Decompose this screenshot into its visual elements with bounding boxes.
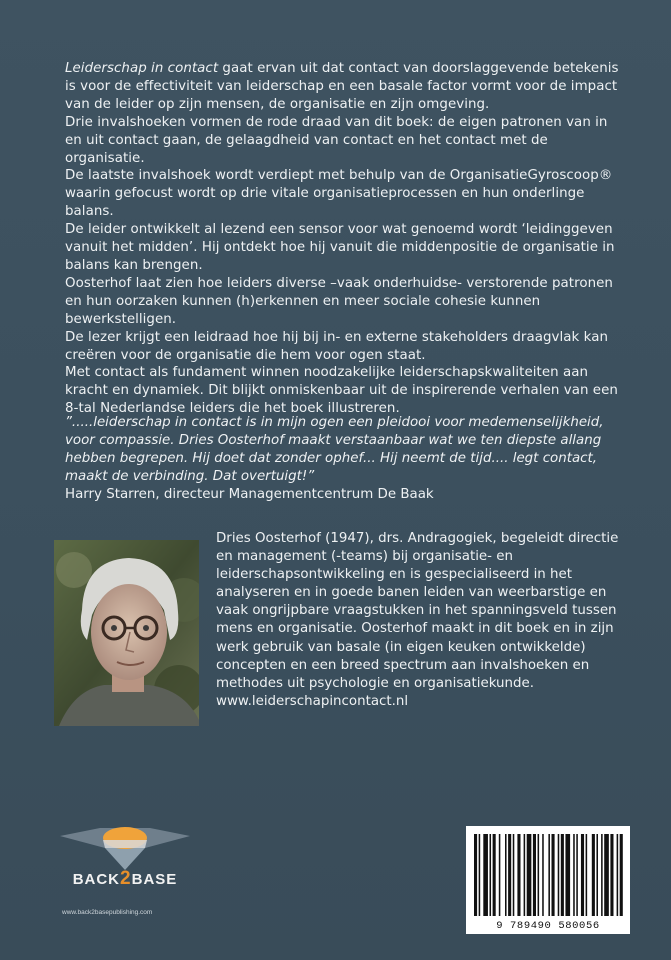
barcode-bar xyxy=(538,834,540,916)
barcode-bar xyxy=(604,834,609,916)
author-bio xyxy=(216,530,636,711)
barcode-bar xyxy=(533,834,536,916)
publisher-logo xyxy=(50,826,200,906)
barcode-bar xyxy=(596,834,598,916)
barcode-bar xyxy=(576,834,578,916)
barcode-bar xyxy=(483,834,488,916)
intro-paragraph: De leider ontwikkelt al lezend een sensor voor wat genoemd wordt ‘leidinggeven vanuit het midden’. Hij ontdekt hoe hij vanuit die middenpositie de organisatie in balans kan brengen. xyxy=(65,222,615,273)
barcode-bar xyxy=(592,834,595,916)
publisher-logo-icon xyxy=(50,826,200,872)
publisher-url[interactable]: www.back2basepublishing.com xyxy=(62,909,153,916)
barcode-bars xyxy=(466,826,630,934)
barcode-bar xyxy=(513,834,515,916)
intro-text xyxy=(65,60,625,418)
barcode-bar xyxy=(617,834,619,916)
barcode-bar xyxy=(505,834,507,916)
barcode-bar xyxy=(581,834,584,916)
barcode-bar xyxy=(601,834,603,916)
barcode-bar xyxy=(479,834,481,916)
website-link[interactable]: www.leiderschapincontact.nl xyxy=(216,693,409,709)
barcode-bar xyxy=(573,834,575,916)
isbn-barcode xyxy=(466,826,630,934)
barcode-bar xyxy=(542,834,544,916)
quote-text: ”.....leiderschap in contact is in mijn ogen een pleidooi voor medemenselijkheid, voor compassie. Dries Oosterhof maakt verstaanbaar wat we ten diepste allang hebben begrepen. Hij doet dat zonder ophef... Hij neemt de tijd.... legt contact, maakt de verbinding. Dat overtuigt!” xyxy=(65,415,604,484)
barcode-bar xyxy=(558,834,560,916)
intro-paragraph: Leiderschap in contact gaat ervan uit dat contact van doorslaggevende betekenis is voor de effectiviteit van leiderschap en een basale factor vormt voor de impact van de leider op zijn mensen, de organisatie en zijn omgeving. xyxy=(65,61,619,112)
isbn-number: 9 789490 580056 xyxy=(496,920,600,932)
barcode-bar xyxy=(610,834,613,916)
intro-paragraph: De laatste invalshoek wordt verdiept met behulp van de OrganisatieGyroscoop® waarin gefocust wordt op drie vitale organisatieprocessen en hun onderlinge balans. xyxy=(65,168,613,220)
barcode-bar xyxy=(490,834,492,916)
barcode-bar xyxy=(524,834,526,916)
barcode-bar xyxy=(548,834,550,916)
quote-attribution: Harry Starren, directeur Managementcentrum De Baak xyxy=(65,486,434,502)
barcode-bar xyxy=(561,834,564,916)
endorsement-quote xyxy=(65,414,625,504)
intro-paragraph: Oosterhof laat zien hoe leiders diverse –vaak onderhuidse- verstorende patronen en hun oorzaken kunnen (h)erkennen en meer sociale cohesie kunnen bewerkstelligen. xyxy=(65,275,613,327)
barcode-bar xyxy=(586,834,588,916)
barcode-bar xyxy=(552,834,555,916)
barcode-bar xyxy=(517,834,520,916)
book-title-inline: Leiderschap in contact xyxy=(65,61,219,76)
barcode-bar xyxy=(474,834,477,916)
barcode-bar xyxy=(499,834,501,916)
barcode-bar xyxy=(493,834,496,916)
author-portrait-image xyxy=(54,540,199,726)
author-photo xyxy=(54,540,199,726)
bio-text: Dries Oosterhof (1947), drs. Andragogiek, begeleidt directie en management (-teams) bij organisatie- en leiderschapsontwikkeling en is gespecialiseerd in het analyseren en in goede banen leiden van weerbarstige en vaak ongrijpbare vraagstukken in het spanningsveld tussen mens en organisatie. Oosterhof maakt in dit boek en in zijn werk gebruik van basale (in eigen keuken ontwikkelde) concepten en een breed spectrum aan invalshoeken en methodes uit psychologie en organisatiekunde. xyxy=(216,531,619,691)
publisher-name: BACK2BASE xyxy=(72,868,178,889)
intro-paragraph: Drie invalshoeken vormen de rode draad van dit boek: de eigen patronen van in en uit contact gaan, de gelaagdheid van contact en het contact met de organisatie. xyxy=(65,114,608,166)
intro-paragraph: De lezer krijgt een leidraad hoe hij bij in- en externe stakeholders draagvlak kan creëren voor de organisatie die hem voor ogen staat. xyxy=(65,329,608,363)
barcode-bar xyxy=(508,834,511,916)
barcode-bar xyxy=(620,834,623,916)
barcode-bar xyxy=(527,834,532,916)
barcode-bar xyxy=(565,834,570,916)
intro-paragraph: Met contact als fundament winnen noodzakelijke leiderschapskwaliteiten aan kracht en dynamiek. Dit blijkt onmiskenbaar uit de inspirerende verhalen van een 8-tal Nederlandse leiders die het boek illustreren. xyxy=(65,365,618,417)
